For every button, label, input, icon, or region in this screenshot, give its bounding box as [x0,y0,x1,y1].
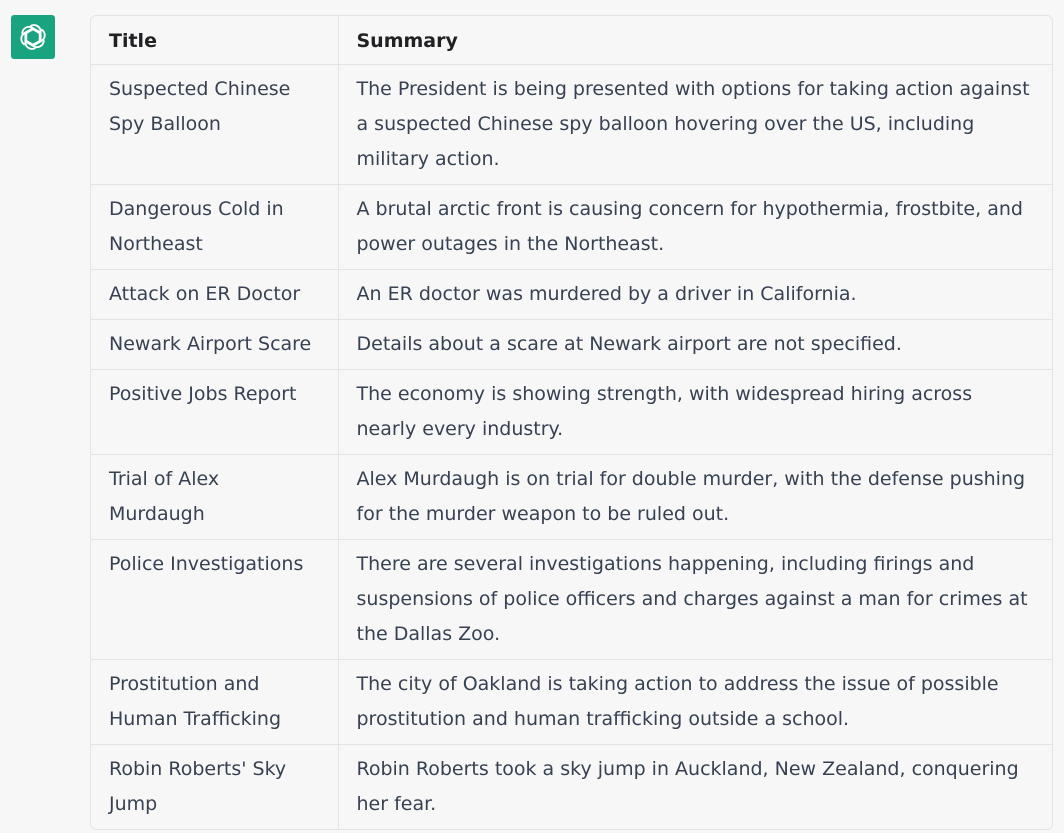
row-summary: The President is being presented with options for taking action against a suspected Chinese spy balloon hovering over the US, including military action. [338,65,1052,185]
row-summary: Details about a scare at Newark airport are not specified. [338,320,1052,370]
row-title: Police Investigations [91,540,338,660]
row-title: Dangerous Cold in Northeast [91,185,338,270]
column-header-summary: Summary [338,16,1052,65]
openai-logo-icon [16,20,50,54]
table-row [91,745,1052,830]
table-row [91,540,1052,660]
table-row [91,660,1052,745]
row-summary: There are several investigations happening, including firings and suspensions of police officers and charges against a man for crimes at the Dallas Zoo. [338,540,1052,660]
row-summary: Alex Murdaugh is on trial for double murder, with the defense pushing for the murder weapon to be ruled out. [338,455,1052,540]
column-header-title: Title [91,16,338,65]
row-title: Trial of Alex Murdaugh [91,455,338,540]
row-summary: Robin Roberts took a sky jump in Auckland, New Zealand, conquering her fear. [338,745,1052,830]
row-title: Positive Jobs Report [91,370,338,455]
table-row [91,65,1052,185]
news-table-container [90,15,1053,830]
table-row [91,185,1052,270]
row-summary: An ER doctor was murdered by a driver in California. [338,270,1052,320]
row-summary: The economy is showing strength, with widespread hiring across nearly every industry. [338,370,1052,455]
assistant-avatar [11,15,55,59]
row-title: Newark Airport Scare [91,320,338,370]
row-title: Attack on ER Doctor [91,270,338,320]
row-title: Robin Roberts' Sky Jump [109,758,287,815]
table-row [91,370,1052,455]
table-row [91,270,1052,320]
table-row [91,455,1052,540]
news-table [91,16,1052,829]
table-row [91,320,1052,370]
row-summary: The city of Oakland is taking action to address the issue of possible prostitution and human trafficking outside a school. [338,660,1052,745]
row-title: Prostitution and Human Trafficking [91,660,338,745]
row-summary: A brutal arctic front is causing concern for hypothermia, frostbite, and power outages in the Northeast. [338,185,1052,270]
row-title: Suspected Chinese Spy Balloon [91,65,338,185]
table-header-row [91,16,1052,65]
